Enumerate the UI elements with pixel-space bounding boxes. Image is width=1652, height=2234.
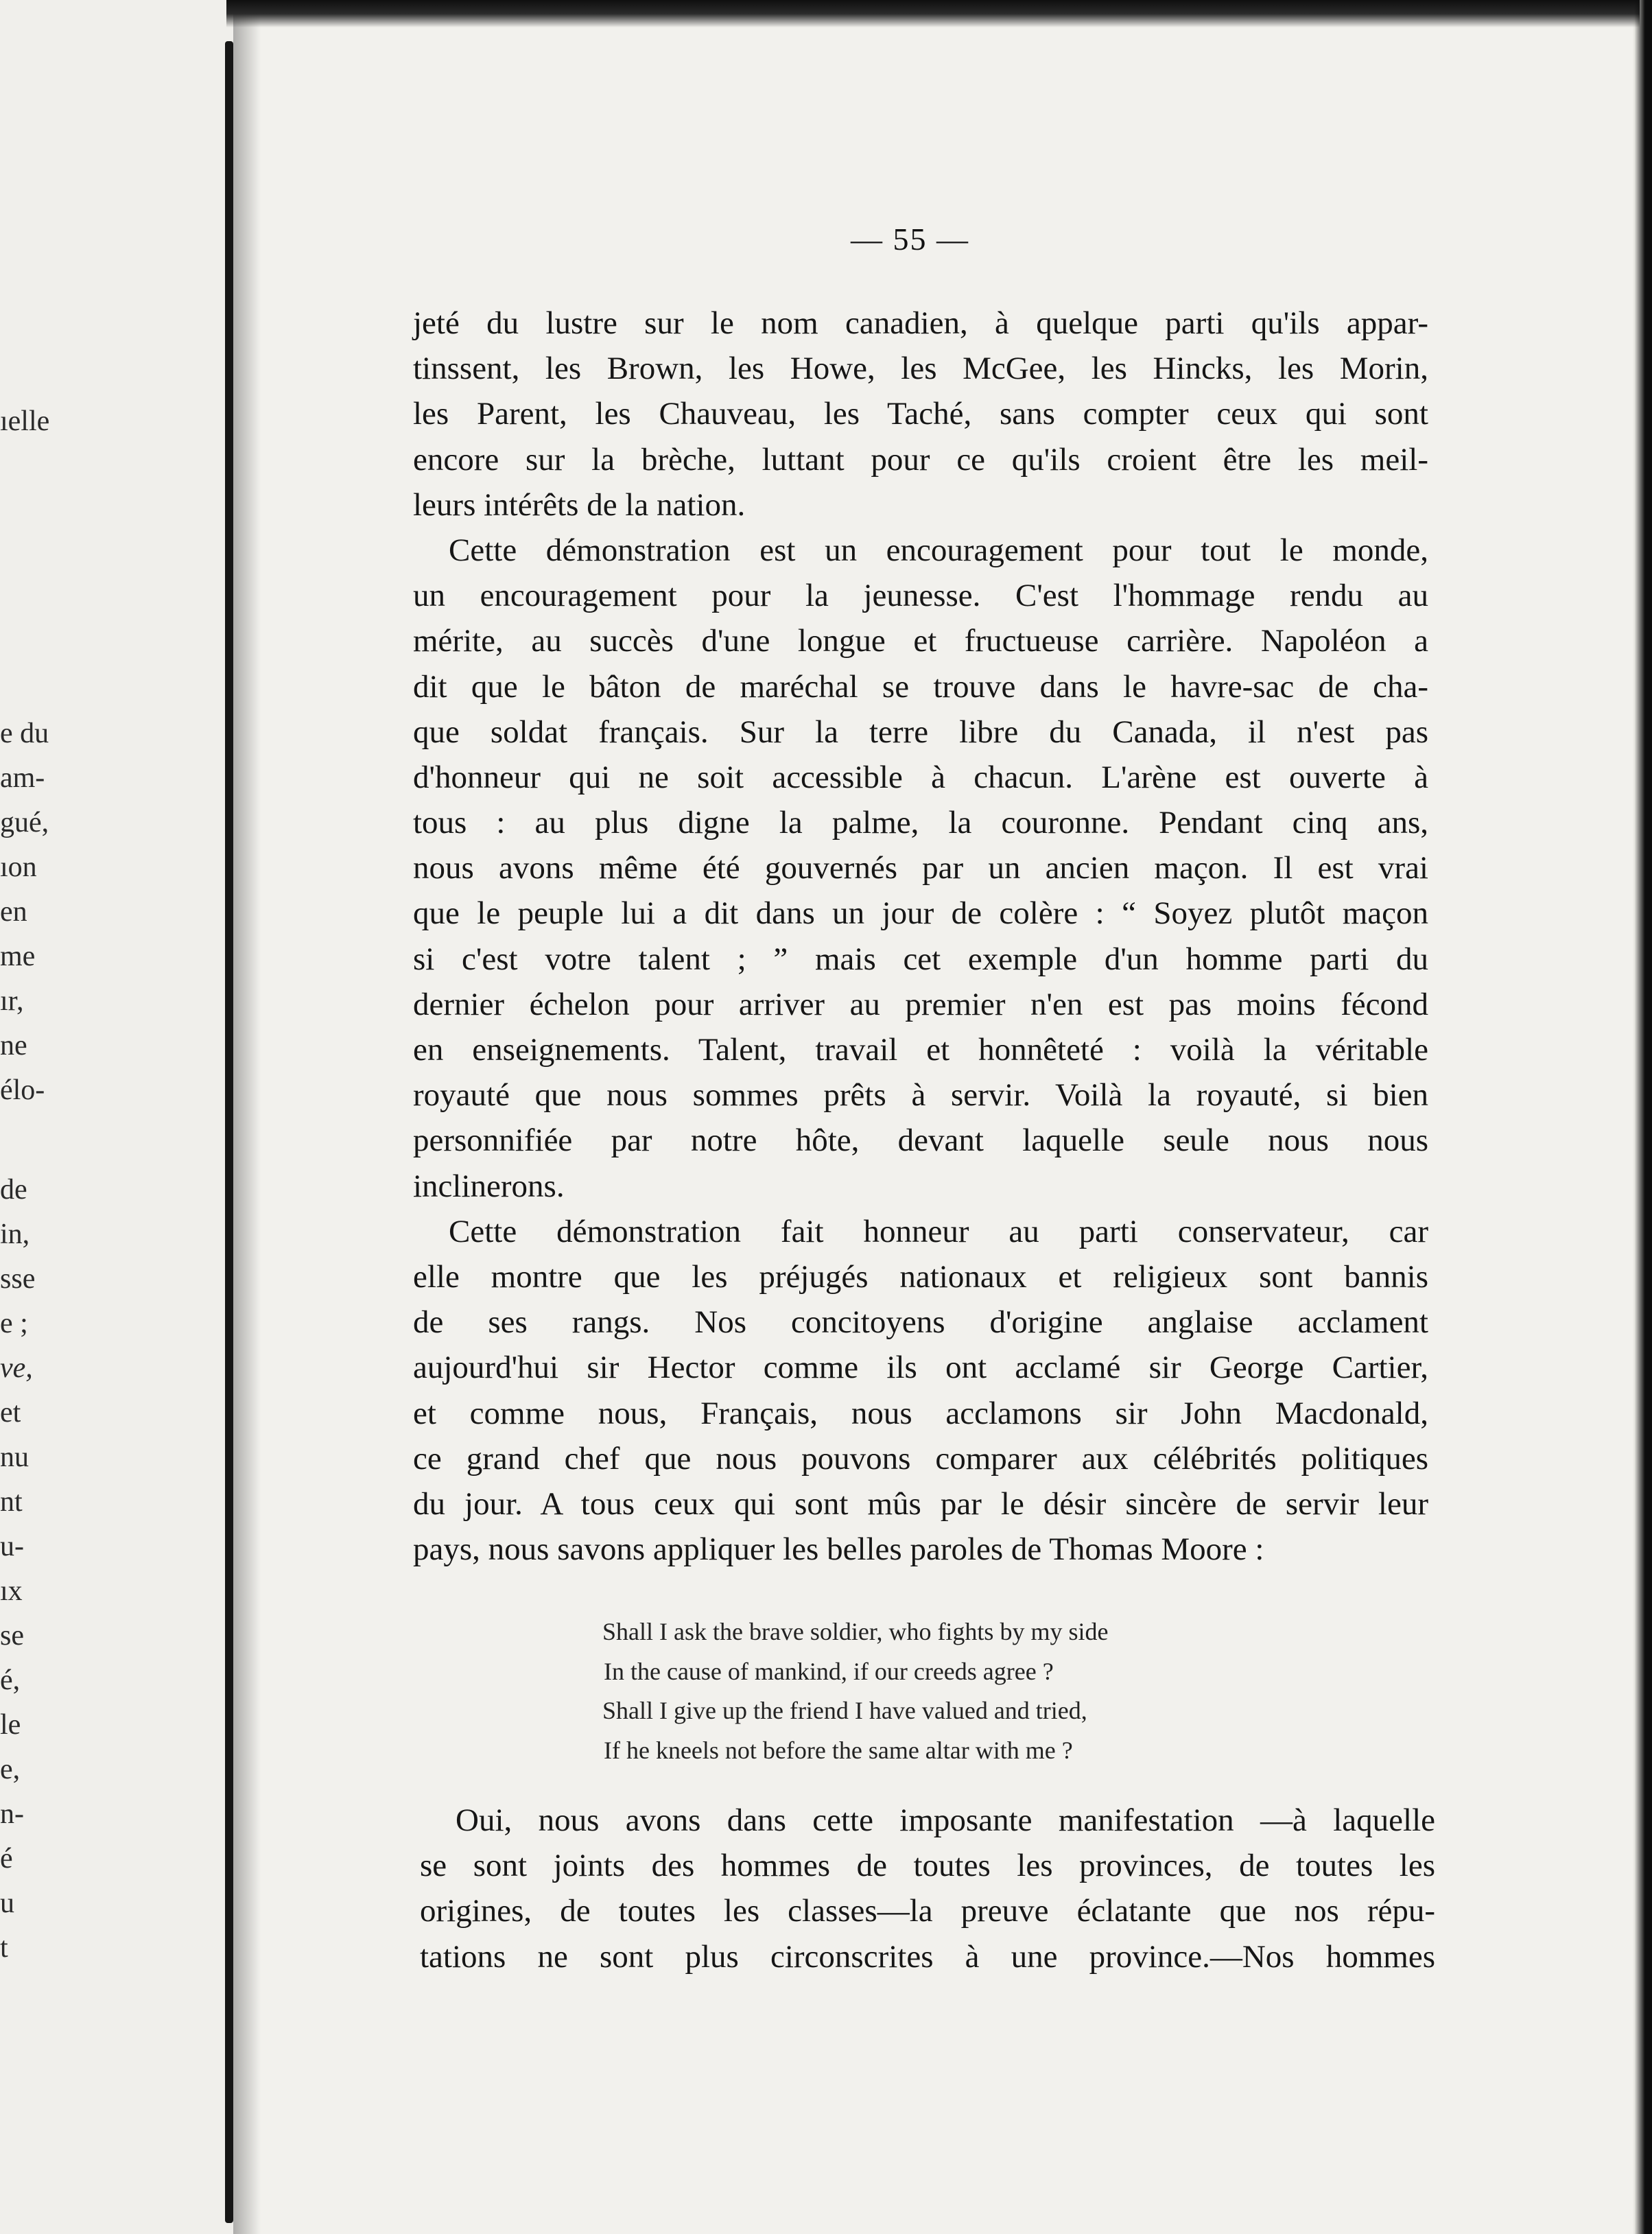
left-fragment: ıx	[0, 1575, 23, 1607]
text-line: nous avons même été gouvernés par un ancien maçon. Il est vrai	[413, 850, 1428, 886]
left-fragment: de	[0, 1174, 27, 1206]
paragraph-2	[413, 528, 1428, 1209]
left-fragment: me	[0, 941, 36, 972]
text-line: du jour. A tous ceux qui sont mûs par le désir sincère de servir leur	[413, 1485, 1428, 1522]
left-fragment: ır,	[0, 985, 24, 1017]
text-line: Cette démonstration est un encouragement pour tout le monde,	[449, 532, 1428, 568]
text-line: dernier échelon pour arriver au premier n'en est pas moins fécond	[413, 986, 1428, 1022]
top-scan-edge	[226, 0, 1640, 27]
left-fragment: e ;	[0, 1308, 28, 1339]
text-line: aujourd'hui sir Hector comme ils ont acclamé sir George Cartier,	[413, 1350, 1428, 1386]
text-line: un encouragement pour la jeunesse. C'est l'hommage rendu au	[413, 578, 1428, 614]
paragraph-1	[413, 301, 1428, 528]
left-fragment: ıelle	[0, 405, 50, 437]
verse-line: Shall I ask the brave soldier, who fights by my side	[602, 1618, 1109, 1645]
text-line: se sont joints des hommes de toutes les provinces, de toutes les	[420, 1848, 1435, 1884]
text-line: ce grand chef que nous pouvons comparer aux célébrités politiques	[413, 1440, 1428, 1477]
left-fragment: u-	[0, 1531, 24, 1562]
text-line: Cette démonstration fait honneur au parti conservateur, car	[449, 1213, 1428, 1249]
text-line: origines, de toutes les classes—la preuve éclatante que nos répu-	[420, 1893, 1435, 1929]
left-fragment: gué,	[0, 807, 49, 838]
page-number: — 55 —	[851, 222, 969, 257]
left-fragment: en	[0, 896, 27, 928]
left-fragment: u	[0, 1888, 14, 1919]
text-line: tous : au plus digne la palme, la couronne. Pendant cinq ans,	[413, 805, 1428, 841]
left-fragment: ıon	[0, 851, 37, 883]
left-fragment: ne	[0, 1030, 27, 1061]
text-line: mérite, au succès d'une longue et fructueuse carrière. Napoléon a	[413, 623, 1428, 659]
left-fragment: am-	[0, 762, 45, 794]
text-line: de ses rangs. Nos concitoyens d'origine anglaise acclament	[413, 1304, 1428, 1341]
left-page	[0, 0, 233, 2234]
left-fragment: et	[0, 1397, 21, 1428]
body-text	[413, 301, 1428, 1572]
left-fragment: ve,	[0, 1352, 33, 1384]
left-fragment: nu	[0, 1442, 29, 1473]
left-fragment: e du	[0, 718, 49, 749]
text-line: que le peuple lui a dit dans un jour de colère : “ Soyez plutôt maçon	[413, 895, 1428, 932]
left-fragment: t	[0, 1932, 8, 1964]
left-fragment: se	[0, 1620, 24, 1651]
verse-line: If he kneels not before the same altar with me ?	[604, 1736, 1073, 1764]
text-line: personnifiée par notre hôte, devant laquelle seule nous nous	[413, 1122, 1428, 1159]
left-fragment: é,	[0, 1665, 21, 1696]
left-fragment: é	[0, 1843, 13, 1874]
text-line: pays, nous savons appliquer les belles paroles de Thomas Moore :	[413, 1531, 1264, 1568]
left-fragment: e,	[0, 1754, 21, 1785]
text-line: et comme nous, Français, nous acclamons sir John Macdonald,	[413, 1395, 1428, 1431]
text-line: tations ne sont plus circonscrites à une province.—Nos hommes	[420, 1938, 1435, 1975]
text-line: les Parent, les Chauveau, les Taché, sans compter ceux qui sont	[413, 396, 1428, 432]
left-page-text-fragments	[0, 0, 69, 2234]
text-line: jeté du lustre sur le nom canadien, à quelque parti qu'ils appar-	[413, 305, 1428, 341]
paragraph-3	[413, 1209, 1428, 1573]
left-fragment: in,	[0, 1219, 30, 1250]
text-line: inclinerons.	[413, 1168, 565, 1204]
text-line: en enseignements. Talent, travail et honnêteté : voilà la véritable	[413, 1032, 1428, 1068]
left-fragment: n-	[0, 1798, 24, 1830]
left-fragment: sse	[0, 1263, 36, 1295]
verse-quotation	[602, 1612, 1275, 1770]
text-line: tinssent, les Brown, les Howe, les McGee, les Hincks, les Morin,	[413, 351, 1428, 387]
text-line: elle montre que les préjugés nationaux et religieux sont bannis	[413, 1258, 1428, 1295]
text-line: royauté que nous sommes prêts à servir. Voilà la royauté, si bien	[413, 1077, 1428, 1114]
text-line: leurs intérêts de la nation.	[413, 486, 746, 523]
left-fragment: élo-	[0, 1074, 45, 1106]
left-fragment: le	[0, 1709, 21, 1741]
text-line: si c'est votre talent ; ” mais cet exemple d'un homme parti du	[413, 941, 1428, 977]
gutter-shadow	[233, 14, 261, 2234]
text-line: dit que le bâton de maréchal se trouve dans le havre-sac de cha-	[413, 668, 1428, 705]
text-line: encore sur la brèche, luttant pour ce qu'ils croient être les meil-	[413, 441, 1428, 478]
verse-line: Shall I give up the friend I have valued and tried,	[602, 1697, 1087, 1724]
text-line: que soldat français. Sur la terre libre du Canada, il n'est pas	[413, 714, 1428, 750]
text-line: Oui, nous avons dans cette imposante manifestation —à laquelle	[456, 1802, 1435, 1838]
paragraph-4	[420, 1798, 1435, 1979]
left-fragment: nt	[0, 1486, 23, 1518]
text-line: d'honneur qui ne soit accessible à chacun. L'arène est ouverte à	[413, 759, 1428, 795]
binding-gutter	[225, 41, 233, 2223]
verse-line: In the cause of mankind, if our creeds agree ?	[604, 1657, 1054, 1685]
right-scan-edge	[1634, 0, 1652, 2234]
